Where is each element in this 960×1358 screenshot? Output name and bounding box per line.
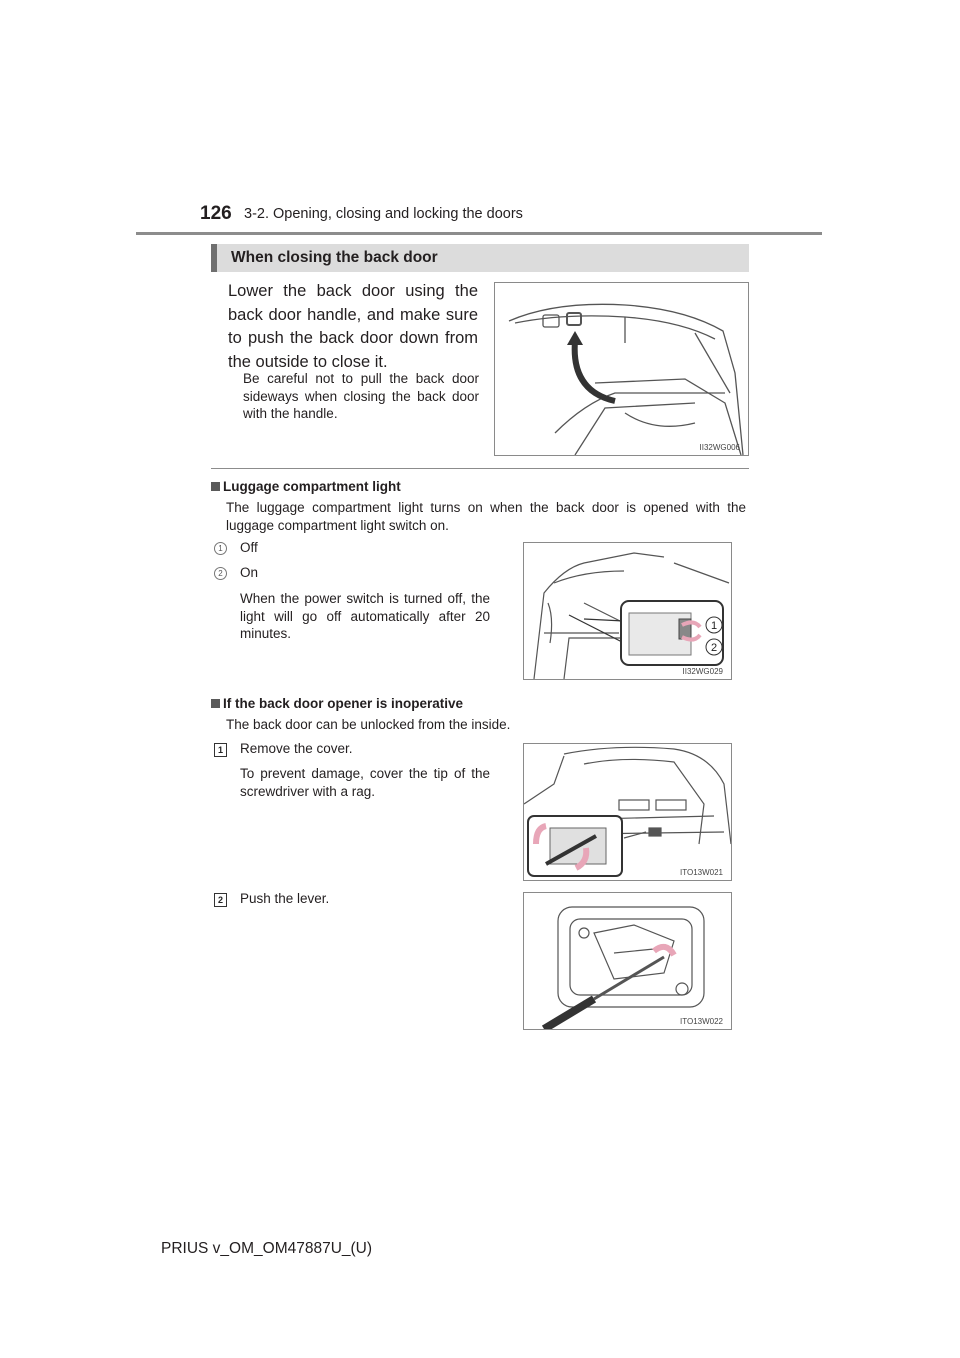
back-door-illustration: [495, 283, 748, 455]
chapter-section-title: 3-2. Opening, closing and locking the doors: [244, 206, 523, 222]
step2-label: Push the lever.: [240, 891, 330, 906]
square-bullet-icon: [211, 699, 220, 708]
step1-label: Remove the cover.: [240, 741, 353, 756]
figure-code: ITO13W022: [680, 1017, 723, 1026]
item-number-1: 1: [214, 542, 227, 555]
luggage-light-description: The luggage compartment light turns on when the back door is opened with the luggage compartment light switch on.: [226, 500, 746, 533]
header-divider: [136, 232, 822, 235]
figure-back-door-closing: [494, 282, 749, 456]
opener-heading: If the back door opener is inoperative: [211, 696, 463, 711]
figure-remove-cover: [523, 743, 732, 881]
item-on-label: On: [240, 565, 259, 580]
square-bullet-icon: [211, 482, 220, 491]
remove-cover-illustration: [524, 744, 731, 880]
callout-1: 1: [710, 620, 718, 632]
section-heading: When closing the back door: [231, 249, 438, 266]
luggage-light-illustration: [524, 543, 731, 679]
step1-note: To prevent damage, cover the tip of the screwdriver with a rag.: [240, 766, 490, 799]
page-number: 126: [200, 203, 232, 224]
document-footer: PRIUS v_OM_OM47887U_(U): [161, 1240, 373, 1257]
section-heading-bar: [211, 244, 749, 272]
push-lever-illustration: [524, 893, 731, 1029]
opener-description: The back door can be unlocked from the inside.: [226, 717, 511, 732]
figure-code: II32WG006: [699, 443, 740, 452]
figure-code: ITO13W021: [680, 868, 723, 877]
item-number-2: 2: [214, 567, 227, 580]
section-divider: [211, 468, 749, 469]
step-number-1: 1: [214, 743, 227, 757]
closing-instructions: Lower the back door using the back door handle, and make sure to push the back door down from the outside to close it.: [228, 282, 478, 371]
figure-code: II32WG029: [682, 667, 723, 676]
figure-luggage-light-switch: [523, 542, 732, 680]
step-number-2: 2: [214, 893, 227, 907]
item-off-label: Off: [240, 540, 258, 555]
auto-off-note: When the power switch is turned off, the light will go off automatically after 20 minutes.: [240, 591, 490, 641]
callout-2: 2: [710, 642, 718, 654]
luggage-light-heading: Luggage compartment light: [211, 479, 401, 494]
figure-push-lever: [523, 892, 732, 1030]
closing-caution-note: Be careful not to pull the back door sideways when closing the back door with the handle.: [243, 371, 479, 421]
